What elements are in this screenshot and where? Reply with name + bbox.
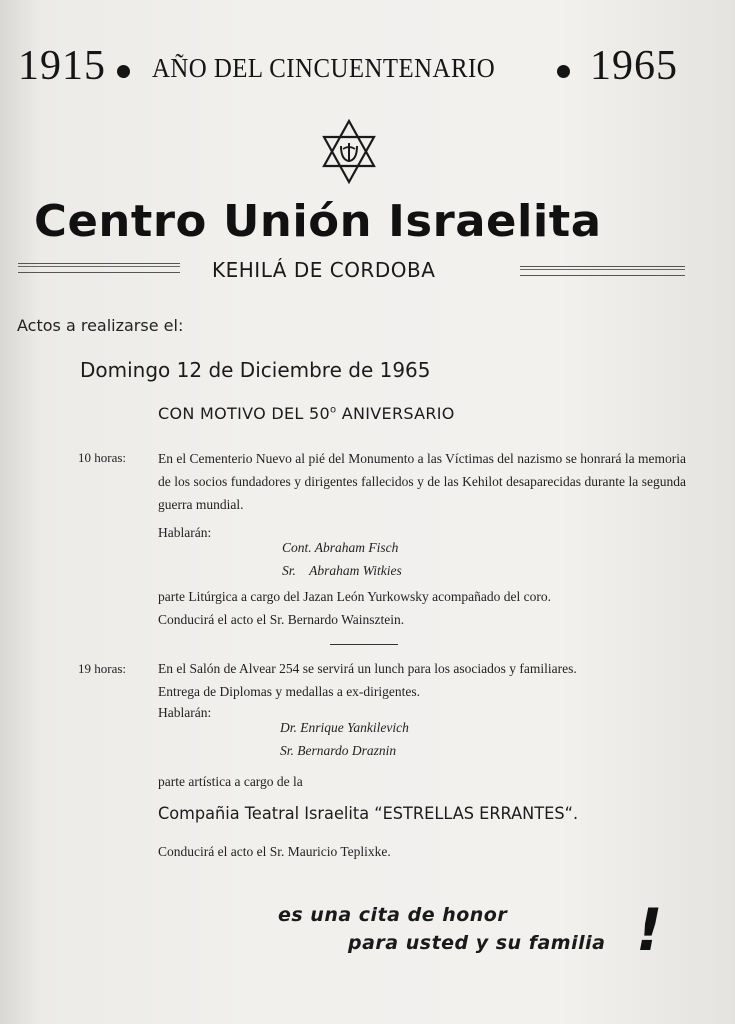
year-end: 1965 — [590, 43, 678, 89]
star-of-david-icon — [319, 118, 379, 186]
slogan-line-1: es una cita de honor — [278, 904, 508, 926]
evening-speakers-label: Hablarán: — [158, 705, 212, 720]
evening-time: 19 horas: — [78, 661, 127, 676]
bullet-dot-icon — [557, 65, 570, 78]
morning-liturgy: parte Litúrgica a cargo del Jazan León Yurkowsky acompañado del coro. — [158, 589, 551, 604]
morning-speakers-label: Hablarán: — [158, 525, 212, 540]
exclamation-mark: ! — [636, 896, 663, 964]
evening-line-1: En el Salón de Alvear 254 se servirá un lunch para los asociados y familiares. — [158, 661, 577, 676]
right-double-rule — [520, 266, 685, 276]
organization-subtitle: KEHILÁ DE CORDOBA — [212, 258, 436, 282]
morning-speaker-2: Sr. Abraham Witkies — [282, 563, 402, 578]
evening-speaker-1: Dr. Enrique Yankilevich — [280, 720, 409, 735]
anniversary-heading: AÑO DEL CINCUENTENARIO — [152, 53, 496, 83]
morning-speaker-1: Cont. Abraham Fisch — [282, 540, 399, 555]
left-double-rule — [18, 263, 180, 273]
evening-speaker-2: Sr. Bernardo Draznin — [280, 743, 397, 758]
occasion-heading: CON MOTIVO DEL 50$^o$ ANIVERSARIO — [158, 404, 455, 423]
intro-text: Actos a realizarse el: — [17, 316, 184, 335]
morning-description: En el Cementerio Nuevo al pié del Monumento a las Víctimas del nazismo se honrará la memoria de los socios fundadores y dirigentes fallecidos y de las Kehilot desaparecidas durante la segunda guerra mundial. — [158, 451, 686, 512]
theater-company: Compañia Teatral Israelita “ESTRELLAS ERRANTES“. — [158, 804, 579, 824]
section-divider — [330, 644, 398, 645]
organization-name: Centro Unión Israelita — [34, 196, 602, 247]
event-date: Domingo 12 de Diciembre de 1965 — [80, 358, 431, 382]
year-start: 1915 — [18, 43, 106, 89]
evening-line-2: Entrega de Diplomas y medallas a ex-dirigentes. — [158, 684, 421, 699]
evening-host: Conducirá el acto el Sr. Mauricio Teplixke. — [158, 844, 391, 859]
bullet-dot-icon — [117, 65, 130, 78]
slogan-line-2: para usted y su familia — [348, 932, 606, 954]
evening-artistic: parte artística a cargo de la — [158, 774, 303, 789]
morning-host: Conducirá el acto el Sr. Bernardo Wainsztein. — [158, 612, 405, 627]
morning-time: 10 horas: — [78, 450, 127, 465]
